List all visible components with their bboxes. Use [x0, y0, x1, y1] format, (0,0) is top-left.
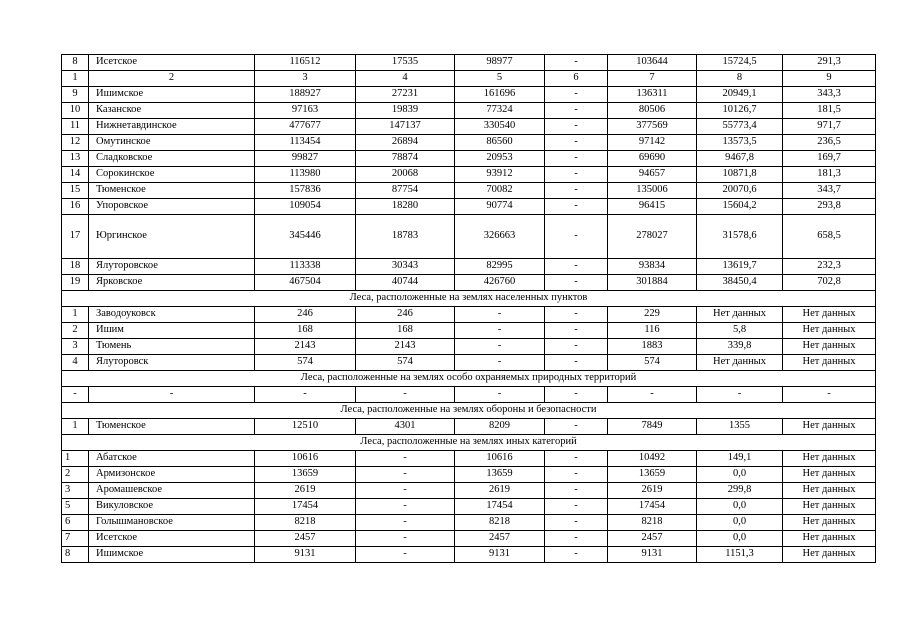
col5-cell: 90774: [455, 199, 545, 215]
district-name-cell: Упоровское: [89, 199, 255, 215]
total-area-cell: 113980: [255, 167, 356, 183]
col7-cell: 136311: [608, 87, 697, 103]
col9-cell: 293,8: [783, 199, 876, 215]
col8-cell: 9467,8: [697, 151, 783, 167]
total-area-cell: 168: [255, 323, 356, 339]
col4-cell: 246: [356, 307, 455, 323]
col7-cell: -: [608, 387, 697, 403]
col6-cell: -: [545, 339, 608, 355]
col9-cell: Нет данных: [783, 483, 876, 499]
total-area-cell: 157836: [255, 183, 356, 199]
col7-cell: 229: [608, 307, 697, 323]
col6-cell: -: [545, 547, 608, 563]
col8-cell: 15604,2: [697, 199, 783, 215]
col7-cell: 301884: [608, 275, 697, 291]
total-area-cell: 345446: [255, 215, 356, 259]
col7-cell: 2619: [608, 483, 697, 499]
table-row: [62, 307, 876, 323]
district-name-cell: Ялуторовск: [89, 355, 255, 371]
district-name-cell: Армизонское: [89, 467, 255, 483]
row-number-cell: 1: [62, 71, 89, 87]
col5-cell: 161696: [455, 87, 545, 103]
col6-cell: -: [545, 167, 608, 183]
col5-cell: 70082: [455, 183, 545, 199]
forest-data-table: [61, 54, 876, 563]
col6-cell: -: [545, 451, 608, 467]
col4-cell: 2143: [356, 339, 455, 355]
row-number-cell: 1: [62, 307, 89, 323]
row-number-cell: 4: [62, 355, 89, 371]
total-area-cell: 8218: [255, 515, 356, 531]
row-number-cell: 19: [62, 275, 89, 291]
col9-cell: Нет данных: [783, 531, 876, 547]
col7-cell: 97142: [608, 135, 697, 151]
district-name-cell: Юргинское: [89, 215, 255, 259]
col6-cell: -: [545, 259, 608, 275]
district-name-cell: Исетское: [89, 531, 255, 547]
col6-cell: -: [545, 515, 608, 531]
col5-cell: 10616: [455, 451, 545, 467]
col7-cell: 116: [608, 323, 697, 339]
col4-cell: 18280: [356, 199, 455, 215]
col6-cell: -: [545, 355, 608, 371]
total-area-cell: 10616: [255, 451, 356, 467]
col4-cell: 168: [356, 323, 455, 339]
col9-cell: 232,3: [783, 259, 876, 275]
table-row: [62, 339, 876, 355]
col9-cell: 971,7: [783, 119, 876, 135]
col9-cell: Нет данных: [783, 307, 876, 323]
table-row: [62, 547, 876, 563]
section-heading: Леса, расположенные на землях обороны и безопасности: [62, 403, 876, 419]
row-number-cell: 15: [62, 183, 89, 199]
col7-cell: 278027: [608, 215, 697, 259]
table-row: [62, 467, 876, 483]
col5-cell: -: [455, 387, 545, 403]
col6-cell: -: [545, 499, 608, 515]
district-name-cell: Ишим: [89, 323, 255, 339]
row-number-cell: 6: [62, 515, 89, 531]
col4-cell: -: [356, 499, 455, 515]
col6-cell: -: [545, 307, 608, 323]
district-name-cell: Омутинское: [89, 135, 255, 151]
col8-cell: 38450,4: [697, 275, 783, 291]
section-heading-row: [62, 435, 876, 451]
total-area-cell: 574: [255, 355, 356, 371]
col5-cell: 326663: [455, 215, 545, 259]
col8-cell: -: [697, 387, 783, 403]
col5-cell: 82995: [455, 259, 545, 275]
row-number-cell: 17: [62, 215, 89, 259]
col4-cell: -: [356, 531, 455, 547]
col5-cell: 98977: [455, 55, 545, 71]
table-row: [62, 119, 876, 135]
col7-cell: 8218: [608, 515, 697, 531]
district-name-cell: Тюменское: [89, 183, 255, 199]
table-row: [62, 87, 876, 103]
col7-cell: 377569: [608, 119, 697, 135]
col8-cell: 20949,1: [697, 87, 783, 103]
district-name-cell: Сорокинское: [89, 167, 255, 183]
col8-cell: 299,8: [697, 483, 783, 499]
row-number-cell: -: [62, 387, 89, 403]
col7-cell: 94657: [608, 167, 697, 183]
row-number-cell: 3: [62, 339, 89, 355]
district-name-cell: Абатское: [89, 451, 255, 467]
total-area-cell: 12510: [255, 419, 356, 435]
col8-cell: 13573,5: [697, 135, 783, 151]
col4-cell: 20068: [356, 167, 455, 183]
col5-cell: 5: [455, 71, 545, 87]
total-area-cell: 113454: [255, 135, 356, 151]
col7-cell: 17454: [608, 499, 697, 515]
col8-cell: Нет данных: [697, 355, 783, 371]
col7-cell: 7: [608, 71, 697, 87]
section-heading-row: [62, 403, 876, 419]
col4-cell: 19839: [356, 103, 455, 119]
col4-cell: -: [356, 515, 455, 531]
col6-cell: -: [545, 467, 608, 483]
table-row: [62, 355, 876, 371]
district-name-cell: Тюменское: [89, 419, 255, 435]
table-row: [62, 387, 876, 403]
row-number-cell: 1: [62, 451, 89, 467]
col5-cell: 20953: [455, 151, 545, 167]
table-row: [62, 103, 876, 119]
row-number-cell: 3: [62, 483, 89, 499]
col5-cell: 9131: [455, 547, 545, 563]
district-name-cell: Ишимское: [89, 547, 255, 563]
col8-cell: 1151,3: [697, 547, 783, 563]
col5-cell: -: [455, 307, 545, 323]
row-number-cell: 12: [62, 135, 89, 151]
col8-cell: 31578,6: [697, 215, 783, 259]
section-heading: Леса, расположенные на землях иных категорий: [62, 435, 876, 451]
total-area-cell: 13659: [255, 467, 356, 483]
table-row: [62, 483, 876, 499]
col7-cell: 1883: [608, 339, 697, 355]
row-number-cell: 2: [62, 467, 89, 483]
col9-cell: 291,3: [783, 55, 876, 71]
total-area-cell: 2619: [255, 483, 356, 499]
col8-cell: 10126,7: [697, 103, 783, 119]
col8-cell: 1355: [697, 419, 783, 435]
total-area-cell: 9131: [255, 547, 356, 563]
total-area-cell: 99827: [255, 151, 356, 167]
col5-cell: 2619: [455, 483, 545, 499]
row-number-cell: 14: [62, 167, 89, 183]
col8-cell: 55773,4: [697, 119, 783, 135]
col4-cell: 18783: [356, 215, 455, 259]
table-row: [62, 199, 876, 215]
col8-cell: 0,0: [697, 531, 783, 547]
col9-cell: Нет данных: [783, 515, 876, 531]
col5-cell: 2457: [455, 531, 545, 547]
col6-cell: -: [545, 323, 608, 339]
row-number-cell: 18: [62, 259, 89, 275]
col5-cell: 8209: [455, 419, 545, 435]
col8-cell: Нет данных: [697, 307, 783, 323]
col4-cell: 17535: [356, 55, 455, 71]
total-area-cell: 109054: [255, 199, 356, 215]
col5-cell: -: [455, 323, 545, 339]
total-area-cell: 246: [255, 307, 356, 323]
col9-cell: Нет данных: [783, 547, 876, 563]
col5-cell: -: [455, 355, 545, 371]
col4-cell: 26894: [356, 135, 455, 151]
district-name-cell: -: [89, 387, 255, 403]
col4-cell: 30343: [356, 259, 455, 275]
col6-cell: -: [545, 419, 608, 435]
col5-cell: 86560: [455, 135, 545, 151]
row-number-cell: 9: [62, 87, 89, 103]
table-body: [62, 55, 876, 563]
col5-cell: 77324: [455, 103, 545, 119]
row-number-cell: 7: [62, 531, 89, 547]
col5-cell: -: [455, 339, 545, 355]
col7-cell: 13659: [608, 467, 697, 483]
table-row: [62, 135, 876, 151]
district-name-cell: Тюмень: [89, 339, 255, 355]
district-name-cell: Ярковское: [89, 275, 255, 291]
col8-cell: 5,8: [697, 323, 783, 339]
col9-cell: 343,3: [783, 87, 876, 103]
col4-cell: -: [356, 547, 455, 563]
col9-cell: 181,5: [783, 103, 876, 119]
row-number-cell: 2: [62, 323, 89, 339]
col9-cell: Нет данных: [783, 499, 876, 515]
col8-cell: 10871,8: [697, 167, 783, 183]
total-area-cell: -: [255, 387, 356, 403]
col7-cell: 2457: [608, 531, 697, 547]
col9-cell: Нет данных: [783, 339, 876, 355]
col6-cell: -: [545, 55, 608, 71]
col8-cell: 0,0: [697, 467, 783, 483]
col4-cell: 87754: [356, 183, 455, 199]
total-area-cell: 2143: [255, 339, 356, 355]
row-number-cell: 16: [62, 199, 89, 215]
table-row: [62, 451, 876, 467]
col6-cell: 6: [545, 71, 608, 87]
col7-cell: 9131: [608, 547, 697, 563]
col6-cell: -: [545, 275, 608, 291]
district-name-cell: Сладковское: [89, 151, 255, 167]
row-number-cell: 8: [62, 547, 89, 563]
col5-cell: 330540: [455, 119, 545, 135]
col4-cell: 147137: [356, 119, 455, 135]
col8-cell: 13619,7: [697, 259, 783, 275]
district-name-cell: Ялуторовское: [89, 259, 255, 275]
col8-cell: 339,8: [697, 339, 783, 355]
table-row: [62, 515, 876, 531]
col4-cell: 78874: [356, 151, 455, 167]
col7-cell: 574: [608, 355, 697, 371]
col9-cell: Нет данных: [783, 323, 876, 339]
col7-cell: 80506: [608, 103, 697, 119]
section-heading-row: [62, 371, 876, 387]
col6-cell: -: [545, 87, 608, 103]
district-name-cell: Казанское: [89, 103, 255, 119]
col9-cell: 9: [783, 71, 876, 87]
col9-cell: -: [783, 387, 876, 403]
total-area-cell: 2457: [255, 531, 356, 547]
col8-cell: 20070,6: [697, 183, 783, 199]
col7-cell: 93834: [608, 259, 697, 275]
col8-cell: 8: [697, 71, 783, 87]
col7-cell: 103644: [608, 55, 697, 71]
col9-cell: 702,8: [783, 275, 876, 291]
col8-cell: 15724,5: [697, 55, 783, 71]
col5-cell: 13659: [455, 467, 545, 483]
table-row: [62, 167, 876, 183]
col7-cell: 7849: [608, 419, 697, 435]
table-row: [62, 183, 876, 199]
col9-cell: 658,5: [783, 215, 876, 259]
district-name-cell: Ишимское: [89, 87, 255, 103]
col4-cell: 4301: [356, 419, 455, 435]
section-heading-row: [62, 291, 876, 307]
table-row: [62, 531, 876, 547]
col6-cell: -: [545, 135, 608, 151]
row-number-cell: 1: [62, 419, 89, 435]
row-number-cell: 13: [62, 151, 89, 167]
col6-cell: -: [545, 483, 608, 499]
col9-cell: 236,5: [783, 135, 876, 151]
table-row: [62, 215, 876, 259]
total-area-cell: 467504: [255, 275, 356, 291]
col4-cell: 40744: [356, 275, 455, 291]
col7-cell: 96415: [608, 199, 697, 215]
total-area-cell: 188927: [255, 87, 356, 103]
table-row: [62, 151, 876, 167]
total-area-cell: 116512: [255, 55, 356, 71]
district-name-cell: Исетское: [89, 55, 255, 71]
district-name-cell: Викуловское: [89, 499, 255, 515]
col7-cell: 10492: [608, 451, 697, 467]
row-number-cell: 10: [62, 103, 89, 119]
col8-cell: 0,0: [697, 515, 783, 531]
district-name-cell: Заводоуковск: [89, 307, 255, 323]
district-name-cell: Голышмановское: [89, 515, 255, 531]
total-area-cell: 113338: [255, 259, 356, 275]
col7-cell: 69690: [608, 151, 697, 167]
col9-cell: Нет данных: [783, 467, 876, 483]
col6-cell: -: [545, 215, 608, 259]
col5-cell: 426760: [455, 275, 545, 291]
col6-cell: -: [545, 119, 608, 135]
row-number-cell: 8: [62, 55, 89, 71]
table-row: [62, 499, 876, 515]
row-number-cell: 5: [62, 499, 89, 515]
section-heading: Леса, расположенные на землях особо охраняемых природных территорий: [62, 371, 876, 387]
col6-cell: -: [545, 387, 608, 403]
table-row: [62, 323, 876, 339]
col9-cell: Нет данных: [783, 419, 876, 435]
table-row: [62, 259, 876, 275]
total-area-cell: 17454: [255, 499, 356, 515]
col5-cell: 17454: [455, 499, 545, 515]
table-row: [62, 275, 876, 291]
total-area-cell: 97163: [255, 103, 356, 119]
district-name-cell: Нижнетавдинское: [89, 119, 255, 135]
col6-cell: -: [545, 531, 608, 547]
col9-cell: 181,3: [783, 167, 876, 183]
col9-cell: Нет данных: [783, 355, 876, 371]
total-area-cell: 477677: [255, 119, 356, 135]
col8-cell: 0,0: [697, 499, 783, 515]
district-name-cell: 2: [89, 71, 255, 87]
col9-cell: 169,7: [783, 151, 876, 167]
col9-cell: Нет данных: [783, 451, 876, 467]
col5-cell: 8218: [455, 515, 545, 531]
col4-cell: -: [356, 451, 455, 467]
col7-cell: 135006: [608, 183, 697, 199]
col6-cell: -: [545, 151, 608, 167]
col6-cell: -: [545, 103, 608, 119]
col6-cell: -: [545, 183, 608, 199]
col4-cell: 27231: [356, 87, 455, 103]
table-row: [62, 55, 876, 71]
col4-cell: -: [356, 467, 455, 483]
row-number-cell: 11: [62, 119, 89, 135]
col5-cell: 93912: [455, 167, 545, 183]
section-heading: Леса, расположенные на землях населенных пунктов: [62, 291, 876, 307]
table-row: [62, 419, 876, 435]
col4-cell: 4: [356, 71, 455, 87]
district-name-cell: Аромашевское: [89, 483, 255, 499]
col6-cell: -: [545, 199, 608, 215]
column-number-row: [62, 71, 876, 87]
col8-cell: 149,1: [697, 451, 783, 467]
col4-cell: -: [356, 387, 455, 403]
col4-cell: 574: [356, 355, 455, 371]
total-area-cell: 3: [255, 71, 356, 87]
col9-cell: 343,7: [783, 183, 876, 199]
col4-cell: -: [356, 483, 455, 499]
